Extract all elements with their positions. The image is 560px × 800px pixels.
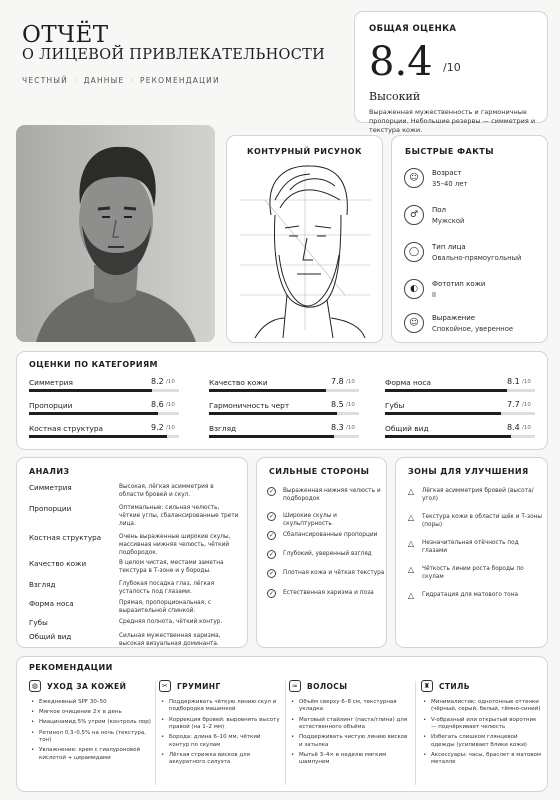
category-score: 8.3 (331, 423, 344, 432)
category-score: 8.2 (151, 377, 164, 386)
rec-column-header (159, 679, 221, 693)
fact-key: Тип лица (432, 243, 466, 251)
quick-facts-card (391, 135, 548, 343)
check-icon: ✓ (268, 513, 275, 520)
fact-expression (404, 311, 544, 345)
strength-item (267, 588, 385, 604)
analysis-card (16, 457, 248, 648)
category-name: Губы (385, 401, 405, 410)
portrait-photo (16, 125, 215, 342)
recommendations-card (16, 656, 548, 792)
rec-column-title: УХОД ЗА КОЖЕЙ (47, 681, 127, 691)
strength-item (267, 568, 385, 584)
rec-column-skincare (29, 679, 154, 789)
fact-value: 35–40 лет (432, 180, 468, 188)
category-score: 8.1 (507, 377, 520, 386)
fact-key: Возраст (432, 169, 462, 177)
category-bar (209, 389, 359, 392)
strengths-label: СИЛЬНЫЕ СТОРОНЫ (269, 467, 370, 476)
category-max: /10 (166, 425, 175, 431)
report-subtitle (22, 76, 220, 85)
rec-item: • Минималистик: однотонные оттенки (чёрный, серый, белый, тёмно-синий) (421, 699, 543, 714)
category-score: 8.6 (151, 400, 164, 409)
category-skin-quality (209, 378, 359, 400)
rec-item: • Поддерживать чистую линию висков и затылка (289, 734, 411, 749)
analysis-value: Средняя полнота, чёткий контур. (119, 619, 223, 625)
strength-item (267, 549, 385, 565)
category-name: Пропорции (29, 401, 73, 410)
category-bar-fill (29, 412, 158, 415)
category-scores-label: ОЦЕНКИ ПО КАТЕГОРИЯМ (29, 360, 158, 369)
rec-item: • Коррекция бровей: выровнять высоту правой (на 1–2 мм) (159, 717, 281, 732)
category-bar-fill (209, 435, 334, 438)
zone-item (406, 538, 546, 560)
rec-column-title: СТИЛЬ (439, 681, 470, 691)
rec-list (421, 699, 543, 769)
rec-item: • Объём сверху 6–8 см, текстурная укладка (289, 699, 411, 714)
category-bar (385, 435, 535, 438)
rec-item: • Избегать слишком глянцевой одежды (усиливает блики кожи) (421, 734, 543, 749)
rec-column-header (289, 679, 347, 693)
category-lips (385, 401, 535, 423)
overall-score-value: 8.4 (369, 39, 433, 85)
category-max: /10 (522, 402, 531, 408)
fact-value: II (432, 291, 437, 299)
category-bar-fill (29, 389, 152, 392)
category-name: Костная структура (29, 424, 104, 433)
warning-icon: △ (407, 565, 415, 574)
rec-column-hair (289, 679, 414, 789)
zone-item (406, 512, 546, 534)
overall-score-description: Выраженная мужественность и гармоничные пропорции. Небольшие резервы — симметрия и текстура кожи. (369, 108, 536, 134)
analysis-key: Взгляд (29, 580, 56, 589)
rec-item: • V-образный или открытый воротник — подчёркивает челюсть (421, 717, 543, 732)
analysis-value: В целом чистая, местами заметна текстура в Т-зоне и у бороды. (119, 560, 224, 574)
category-bar-fill (385, 412, 501, 415)
report-title-line2: О ЛИЦЕВОЙ ПРИВЛЕКАТЕЛЬНОСТИ (22, 47, 326, 63)
category-bar (385, 412, 535, 415)
category-symmetry (29, 378, 179, 400)
fact-skin-phototype (404, 277, 544, 311)
overall-score-label: ОБЩАЯ ОЦЕНКА (369, 24, 457, 34)
report-title: ОТЧЁТ (22, 22, 109, 48)
rec-list (29, 699, 151, 765)
improvement-zones-card (395, 457, 548, 648)
zone-text: Текстура кожи в области щёк и Т-зоны (поры) (422, 514, 542, 528)
fact-gender (404, 203, 544, 237)
subtitle-item: ЧЕСТНЫЙ (22, 76, 68, 85)
rec-item: • Аксессуары: часы, браслет в матовом металле (421, 752, 543, 767)
fact-key: Выражение (432, 314, 476, 322)
recommendations-label: РЕКОМЕНДАЦИИ (29, 663, 113, 672)
strength-item (267, 530, 385, 546)
category-name: Гармоничность черт (209, 401, 290, 410)
quick-facts-label: БЫСТРЫЕ ФАКТЫ (405, 147, 495, 156)
fact-value: Мужской (432, 217, 465, 225)
analysis-value: Оптимальные: сильная челюсть, чёткие углы, сбалансированные трети лица. (119, 505, 239, 527)
category-score: 8.5 (331, 400, 344, 409)
column-divider (415, 681, 416, 785)
improvement-zones-label: ЗОНЫ ДЛЯ УЛУЧШЕНИЯ (408, 467, 529, 476)
skincare-icon: ◍ (29, 680, 41, 692)
analysis-value: Глубокая посадка глаз, лёгкая усталость под глазами. (119, 581, 215, 595)
zone-item (406, 486, 546, 508)
skin-icon: ◐ (404, 279, 424, 299)
contour-sketch-label: КОНТУРНЫЙ РИСУНОК (246, 147, 363, 156)
rec-list (159, 699, 281, 769)
zone-text: Гидратация для матового тона (422, 592, 519, 598)
check-icon: ✓ (268, 488, 275, 495)
analysis-value: Сильная мужественная харизма, высокая визуальная доминанта. (119, 633, 221, 647)
rec-item: • Матовый стайлинг (паста/глина) для естественного объёма (289, 717, 411, 732)
gender-icon: ♂ (404, 205, 424, 225)
category-max: /10 (522, 379, 531, 385)
warning-icon: △ (407, 513, 415, 522)
zone-item (406, 590, 546, 612)
analysis-key: Губы (29, 618, 48, 627)
rec-list (289, 699, 411, 769)
analysis-key: Качество кожи (29, 559, 87, 568)
category-bar (209, 435, 359, 438)
category-bar-fill (209, 389, 326, 392)
strengths-card (256, 457, 387, 648)
rec-column-grooming (159, 679, 284, 789)
analysis-key: Пропорции (29, 504, 72, 513)
rec-item: • Лёгкая стрижка висков для аккуратного силуэта (159, 752, 281, 767)
category-max: /10 (346, 402, 355, 408)
fact-face-type (404, 240, 544, 274)
strength-text: Выраженная нижняя челюсть и подбородок (283, 488, 381, 502)
fact-key: Пол (432, 206, 447, 214)
rec-item: • Мытьё 3–4× в неделю мягким шампунем (289, 752, 411, 767)
analysis-value: Очень выраженные широкие скулы, массивная нижняя челюсть, чёткий подбородок. (119, 534, 231, 556)
subtitle-item: ДАННЫЕ (83, 76, 125, 85)
strength-text: Естественная харизма и поза (283, 590, 374, 596)
category-name: Взгляд (209, 424, 237, 433)
subtitle-separator: · (73, 76, 78, 85)
category-scores-card (16, 351, 548, 450)
category-proportions (29, 401, 179, 423)
rec-item: • Мягкое очищение 2× в день (29, 709, 151, 716)
rec-column-header (29, 679, 126, 693)
rec-item: • Поддерживать чёткую линию скул и подбородка машинкой (159, 699, 281, 714)
rec-column-header (421, 679, 470, 693)
check-icon: ✓ (268, 551, 275, 558)
category-bar-fill (385, 389, 507, 392)
strength-text: Сбалансированные пропорции (283, 532, 378, 538)
zone-text: Чёткость линии роста бороды по скулам (422, 566, 524, 580)
fact-value: Спокойное, уверенное (432, 325, 514, 333)
style-icon: ♜ (421, 680, 433, 692)
rec-item: • Ежедневный SPF 30–50 (29, 699, 151, 706)
smile-icon: ☺ (404, 313, 424, 333)
category-max: /10 (166, 402, 175, 408)
warning-icon: △ (407, 591, 415, 600)
category-nose-shape (385, 378, 535, 400)
category-bar-fill (29, 435, 167, 438)
zone-text: Лёгкая асимметрия бровей (высота/угол) (422, 488, 534, 502)
rec-column-title: ВОЛОСЫ (307, 681, 348, 691)
warning-icon: △ (407, 487, 415, 496)
category-bar (209, 412, 359, 415)
category-bar (29, 389, 179, 392)
column-divider (155, 681, 156, 785)
category-bar-fill (385, 435, 511, 438)
grooming-icon: ✂ (159, 680, 171, 692)
fact-key: Фототип кожи (432, 280, 486, 288)
analysis-key: Общий вид (29, 632, 72, 641)
category-max: /10 (346, 379, 355, 385)
category-max: /10 (522, 425, 531, 431)
warning-icon: △ (407, 539, 415, 548)
category-name: Общий вид (385, 424, 429, 433)
rec-item: • Ниацинамид 5% утром (контроль пор) (29, 719, 151, 726)
strength-text: Глубокий, уверенный взгляд (283, 551, 372, 557)
analysis-value: Прямая, пропорциональная, с выразительной спинкой. (119, 600, 212, 614)
category-bar-fill (209, 412, 337, 415)
category-name: Форма носа (385, 378, 431, 387)
category-bar (29, 435, 179, 438)
check-icon: ✓ (268, 570, 275, 577)
category-harmony (209, 401, 359, 423)
rec-item: • Борода: длина 6–10 мм, чёткий контур по скулам (159, 734, 281, 749)
category-score: 7.7 (507, 400, 520, 409)
person-icon: ☺ (404, 168, 424, 188)
category-name: Качество кожи (209, 378, 268, 387)
analysis-key: Костная структура (29, 533, 102, 542)
check-icon: ✓ (268, 532, 275, 539)
face-contour-drawing (235, 160, 376, 338)
hair-icon: ≈ (289, 680, 301, 692)
overall-score-level: Высокий (369, 90, 421, 103)
category-gaze (209, 424, 359, 446)
analysis-value: Высокая, лёгкая асимметрия в области бровей и скул. (119, 484, 214, 498)
overall-score-card (354, 11, 548, 134)
fact-value: Овально-прямоугольный (432, 254, 522, 262)
category-bar (385, 389, 535, 392)
analysis-key: Форма носа (29, 599, 74, 608)
rec-column-style (421, 679, 546, 789)
strength-text: Широкие скулы и скульптурность (283, 513, 337, 527)
category-name: Симметрия (29, 378, 73, 387)
column-divider (285, 681, 286, 785)
rec-column-title: ГРУМИНГ (177, 681, 221, 691)
zone-text: Незначительная отёчность под глазами (422, 540, 519, 554)
strength-text: Плотная кожа и чёткая текстура (283, 570, 385, 576)
overall-score-max: /10 (443, 61, 461, 74)
strength-item (267, 511, 385, 527)
analysis-key: Симметрия (29, 483, 72, 492)
check-icon: ✓ (268, 590, 275, 597)
category-score: 9.2 (151, 423, 164, 432)
subtitle-item: РЕКОМЕНДАЦИИ (139, 76, 220, 85)
rec-item: • Ретинол 0.3–0.5% на ночь (текстура, тон) (29, 730, 151, 745)
category-max: /10 (166, 379, 175, 385)
analysis-label: АНАЛИЗ (29, 467, 70, 476)
strength-item (267, 486, 385, 502)
fact-age (404, 166, 544, 200)
category-overall-look (385, 424, 535, 446)
rec-item: • Увлажнение: крем с гиалуроновой кислотой + церамидами (29, 747, 151, 762)
zone-item (406, 564, 546, 586)
category-bone-structure (29, 424, 179, 446)
category-bar (29, 412, 179, 415)
category-score: 8.4 (507, 423, 520, 432)
subtitle-separator: · (130, 76, 134, 85)
contour-sketch-card (226, 135, 383, 343)
category-score: 7.8 (331, 377, 344, 386)
category-max: /10 (346, 425, 355, 431)
face-shape-icon: ◯ (404, 242, 424, 262)
